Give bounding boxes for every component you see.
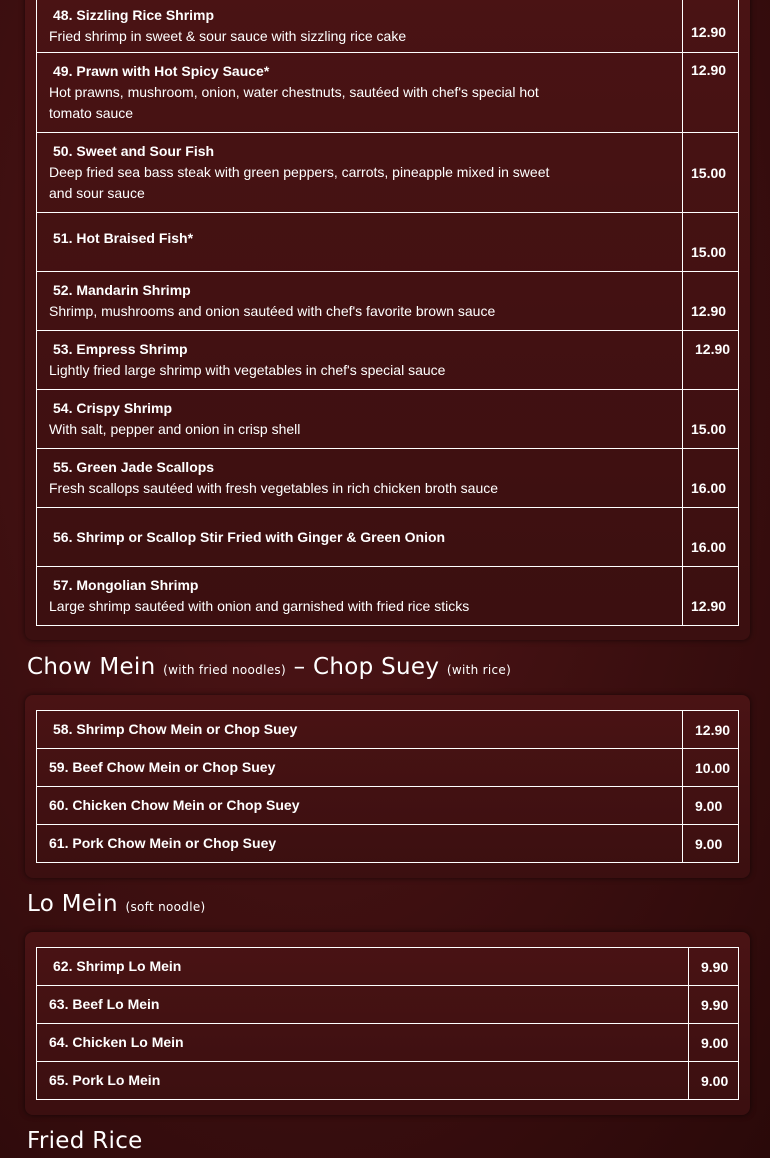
section-note: (soft noodle) <box>125 900 206 914</box>
table-row <box>37 0 739 53</box>
item-price: 9.00 <box>689 1024 739 1062</box>
item-name: 64. Chicken Lo Mein <box>49 1034 184 1050</box>
item-price: 15.00 <box>683 390 739 449</box>
item-cell <box>37 1024 689 1062</box>
section-heading-lo-mein <box>27 891 206 917</box>
item-description: Fried shrimp in sweet & sour sauce with sizzling rice cake <box>49 27 407 44</box>
item-description: Lightly fried large shrimp with vegetables in chef's special sauce <box>49 362 446 378</box>
section-heading-chow-mein <box>27 654 511 680</box>
table-row <box>37 331 739 390</box>
table-row <box>37 272 739 331</box>
item-name: 51. Hot Braised Fish* <box>53 230 194 246</box>
item-name: 57. Mongolian Shrimp <box>53 577 199 593</box>
item-price: 12.90 <box>683 711 739 749</box>
section-note-2: (with rice) <box>446 663 512 677</box>
item-name: 62. Shrimp Lo Mein <box>53 958 182 974</box>
item-cell <box>37 567 683 626</box>
item-description: Hot prawns, mushroom, onion, water chestnuts, sautéed with chef's special hot tomato sauce <box>49 84 539 121</box>
item-price: 12.90 <box>683 272 739 331</box>
lo-mein-table <box>36 947 739 1100</box>
item-name: 63. Beef Lo Mein <box>49 996 160 1012</box>
item-cell <box>37 449 683 508</box>
table-row <box>37 787 739 825</box>
table-row <box>37 449 739 508</box>
table-row <box>37 508 739 567</box>
item-cell <box>37 787 683 825</box>
item-name: 56. Shrimp or Scallop Stir Fried with Ginger & Green Onion <box>53 528 446 545</box>
item-cell <box>37 53 683 133</box>
table-row <box>37 133 739 213</box>
section-title: Lo Mein <box>27 891 118 917</box>
item-name: 49. Prawn with Hot Spicy Sauce* <box>53 63 270 79</box>
item-price: 9.90 <box>689 986 739 1024</box>
item-price: 12.90 <box>683 53 739 133</box>
item-cell <box>37 133 683 213</box>
item-cell <box>37 331 683 390</box>
table-row <box>37 825 739 863</box>
chow-mein-panel <box>25 695 750 878</box>
item-price: 15.00 <box>683 133 739 213</box>
section-title: Fried Rice <box>27 1128 143 1154</box>
chow-mein-table <box>36 710 739 863</box>
item-price: 10.00 <box>683 749 739 787</box>
item-cell <box>37 825 683 863</box>
section-note: (with fried noodles) <box>163 663 286 677</box>
item-name: 65. Pork Lo Mein <box>49 1072 161 1088</box>
item-price: 16.00 <box>683 449 739 508</box>
section-heading-fried-rice <box>27 1128 143 1154</box>
table-row <box>37 1062 739 1100</box>
table-row <box>37 1024 739 1062</box>
item-cell <box>37 749 683 787</box>
item-cell <box>37 213 683 272</box>
table-row <box>37 711 739 749</box>
item-price: 15.00 <box>683 213 739 272</box>
item-price: 9.00 <box>683 825 739 863</box>
table-row <box>37 948 739 986</box>
item-cell <box>37 508 683 567</box>
item-name: 54. Crispy Shrimp <box>53 400 173 416</box>
item-description: Fresh scallops sautéed with fresh vegetables in rich chicken broth sauce <box>49 480 499 496</box>
item-name: 58. Shrimp Chow Mein or Chop Suey <box>53 721 298 737</box>
item-name: 48. Sizzling Rice Shrimp <box>53 6 215 23</box>
item-name: 61. Pork Chow Mein or Chop Suey <box>49 835 277 851</box>
table-row <box>37 53 739 133</box>
section-title: Chow Mein <box>27 654 156 680</box>
item-name: 60. Chicken Chow Mein or Chop Suey <box>49 797 300 813</box>
item-name: 53. Empress Shrimp <box>53 341 188 357</box>
table-row <box>37 213 739 272</box>
item-price: 9.90 <box>689 948 739 986</box>
item-price: 9.00 <box>683 787 739 825</box>
item-description: With salt, pepper and onion in crisp shell <box>49 421 301 437</box>
table-row <box>37 390 739 449</box>
item-price: 12.90 <box>683 331 739 390</box>
item-name: 50. Sweet and Sour Fish <box>53 143 215 159</box>
item-price: 16.00 <box>683 508 739 567</box>
item-cell <box>37 948 689 986</box>
item-cell <box>37 986 689 1024</box>
item-name: 52. Mandarin Shrimp <box>53 282 191 298</box>
item-cell <box>37 711 683 749</box>
seafood-panel <box>25 0 750 640</box>
seafood-table <box>36 0 739 626</box>
item-name: 59. Beef Chow Mein or Chop Suey <box>49 759 276 775</box>
table-row <box>37 749 739 787</box>
item-name: 55. Green Jade Scallops <box>53 459 215 475</box>
table-row <box>37 986 739 1024</box>
title-separator: – <box>293 654 306 680</box>
item-price: 12.90 <box>683 0 739 53</box>
item-cell <box>37 0 683 53</box>
item-cell <box>37 390 683 449</box>
item-description: Deep fried sea bass steak with green peppers, carrots, pineapple mixed in sweet and sour sauce <box>49 164 550 201</box>
table-row <box>37 567 739 626</box>
item-price: 9.00 <box>689 1062 739 1100</box>
section-title-2: Chop Suey <box>313 654 440 680</box>
lo-mein-panel <box>25 932 750 1115</box>
item-cell <box>37 272 683 331</box>
item-cell <box>37 1062 689 1100</box>
item-description: Shrimp, mushrooms and onion sautéed with chef's favorite brown sauce <box>49 303 496 319</box>
item-description: Large shrimp sautéed with onion and garnished with fried rice sticks <box>49 598 470 614</box>
item-price: 12.90 <box>683 567 739 626</box>
